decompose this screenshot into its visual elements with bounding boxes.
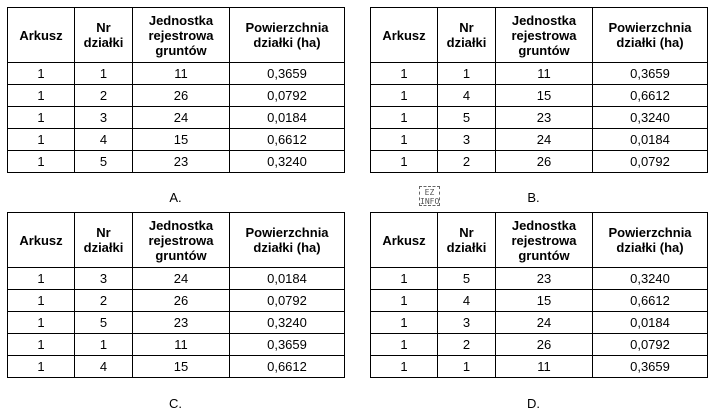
cell-nr: 5	[75, 151, 133, 173]
option-d-table	[370, 212, 708, 378]
cell-powierzchnia: 0,3240	[230, 312, 345, 334]
watermark-line-2: INFO	[420, 197, 440, 206]
header-powierzchnia: Powierzchnia działki (ha)	[593, 213, 708, 268]
header-arkusz: Arkusz	[8, 8, 75, 63]
cell-jednostka: 23	[496, 268, 593, 290]
cell-nr: 1	[438, 356, 496, 378]
table-row	[8, 85, 345, 107]
cell-arkusz: 1	[371, 290, 438, 312]
cell-arkusz: 1	[8, 268, 75, 290]
table-row	[8, 151, 345, 173]
cell-nr: 4	[75, 129, 133, 151]
cell-powierzchnia: 0,0184	[230, 107, 345, 129]
cell-powierzchnia: 0,3659	[230, 63, 345, 85]
cell-arkusz: 1	[371, 312, 438, 334]
cell-nr: 3	[75, 268, 133, 290]
table-row	[371, 268, 708, 290]
table-row	[8, 268, 345, 290]
option-d-table-panel	[370, 212, 707, 378]
cell-arkusz: 1	[8, 290, 75, 312]
cell-arkusz: 1	[8, 151, 75, 173]
cell-nr: 5	[438, 107, 496, 129]
cell-arkusz: 1	[371, 151, 438, 173]
table-row	[8, 312, 345, 334]
cell-arkusz: 1	[371, 63, 438, 85]
cell-arkusz: 1	[8, 129, 75, 151]
header-nr-dzialki: Nr działki	[438, 213, 496, 268]
cell-arkusz: 1	[371, 129, 438, 151]
cell-nr: 2	[75, 85, 133, 107]
cell-powierzchnia: 0,0792	[230, 290, 345, 312]
option-c-table	[7, 212, 345, 378]
cell-arkusz: 1	[371, 85, 438, 107]
cell-jednostka: 26	[496, 151, 593, 173]
table-row	[8, 290, 345, 312]
cell-powierzchnia: 0,6612	[230, 129, 345, 151]
table-row	[8, 129, 345, 151]
cell-jednostka: 11	[133, 63, 230, 85]
cell-powierzchnia: 0,6612	[593, 85, 708, 107]
cell-arkusz: 1	[371, 107, 438, 129]
cell-nr: 5	[438, 268, 496, 290]
header-arkusz: Arkusz	[8, 213, 75, 268]
cell-nr: 4	[438, 85, 496, 107]
table-row	[8, 107, 345, 129]
table-row	[371, 129, 708, 151]
table-row	[8, 334, 345, 356]
cell-jednostka: 26	[133, 290, 230, 312]
cell-nr: 3	[438, 129, 496, 151]
cell-powierzchnia: 0,0184	[593, 129, 708, 151]
cell-nr: 4	[75, 356, 133, 378]
header-arkusz: Arkusz	[371, 213, 438, 268]
cell-jednostka: 24	[133, 107, 230, 129]
table-header-row	[8, 8, 345, 63]
cell-nr: 1	[75, 334, 133, 356]
option-d-label: D.	[527, 396, 540, 411]
cell-jednostka: 24	[496, 312, 593, 334]
header-powierzchnia: Powierzchnia działki (ha)	[230, 8, 345, 63]
table-header-row	[371, 8, 708, 63]
option-c-table-panel	[7, 212, 344, 378]
cell-powierzchnia: 0,3240	[230, 151, 345, 173]
cell-powierzchnia: 0,0792	[593, 151, 708, 173]
cell-jednostka: 23	[133, 151, 230, 173]
cell-jednostka: 15	[133, 129, 230, 151]
cell-nr: 3	[438, 312, 496, 334]
cell-jednostka: 26	[133, 85, 230, 107]
cell-nr: 2	[75, 290, 133, 312]
cell-powierzchnia: 0,0792	[593, 334, 708, 356]
cell-jednostka: 23	[133, 312, 230, 334]
table-header-row	[8, 213, 345, 268]
cell-jednostka: 11	[496, 63, 593, 85]
cell-powierzchnia: 0,3240	[593, 107, 708, 129]
cell-nr: 5	[75, 312, 133, 334]
header-jednostka: Jednostka rejestrowa gruntów	[133, 8, 230, 63]
header-nr-dzialki: Nr działki	[75, 8, 133, 63]
header-powierzchnia: Powierzchnia działki (ha)	[230, 213, 345, 268]
cell-jednostka: 15	[496, 85, 593, 107]
table-row	[371, 85, 708, 107]
cell-nr: 1	[438, 63, 496, 85]
cell-jednostka: 11	[496, 356, 593, 378]
cell-jednostka: 15	[133, 356, 230, 378]
header-powierzchnia: Powierzchnia działki (ha)	[593, 8, 708, 63]
table-row	[8, 63, 345, 85]
watermark-line-1: EZ	[424, 188, 435, 197]
header-nr-dzialki: Nr działki	[75, 213, 133, 268]
table-row	[371, 63, 708, 85]
cell-arkusz: 1	[8, 85, 75, 107]
header-jednostka: Jednostka rejestrowa gruntów	[496, 213, 593, 268]
table-row	[371, 356, 708, 378]
table-row	[371, 312, 708, 334]
table-row	[371, 151, 708, 173]
header-nr-dzialki: Nr działki	[438, 8, 496, 63]
cell-nr: 4	[438, 290, 496, 312]
cell-jednostka: 24	[133, 268, 230, 290]
option-a-table	[7, 7, 345, 173]
cell-nr: 2	[438, 151, 496, 173]
cell-powierzchnia: 0,3240	[593, 268, 708, 290]
cell-arkusz: 1	[371, 334, 438, 356]
cell-jednostka: 11	[133, 334, 230, 356]
header-jednostka: Jednostka rejestrowa gruntów	[496, 8, 593, 63]
option-b-table-panel	[370, 7, 707, 173]
cell-powierzchnia: 0,6612	[230, 356, 345, 378]
header-arkusz: Arkusz	[371, 8, 438, 63]
option-c-label: C.	[169, 396, 182, 411]
option-a-table-panel	[7, 7, 344, 173]
cell-powierzchnia: 0,3659	[593, 356, 708, 378]
option-b-label: B.	[527, 190, 540, 205]
cell-nr: 2	[438, 334, 496, 356]
table-row	[371, 290, 708, 312]
option-a-label: A.	[169, 190, 182, 205]
cell-powierzchnia: 0,0184	[230, 268, 345, 290]
table-row	[371, 107, 708, 129]
cell-jednostka: 26	[496, 334, 593, 356]
cell-powierzchnia: 0,0184	[593, 312, 708, 334]
cell-jednostka: 23	[496, 107, 593, 129]
cell-jednostka: 15	[496, 290, 593, 312]
cell-nr: 1	[75, 63, 133, 85]
table-row	[371, 334, 708, 356]
header-jednostka: Jednostka rejestrowa gruntów	[133, 213, 230, 268]
cell-arkusz: 1	[371, 356, 438, 378]
cell-arkusz: 1	[371, 268, 438, 290]
cell-arkusz: 1	[8, 334, 75, 356]
cell-nr: 3	[75, 107, 133, 129]
table-header-row	[371, 213, 708, 268]
ez-info-watermark-logo	[419, 186, 440, 206]
cell-powierzchnia: 0,0792	[230, 85, 345, 107]
cell-powierzchnia: 0,3659	[230, 334, 345, 356]
cell-arkusz: 1	[8, 107, 75, 129]
cell-arkusz: 1	[8, 356, 75, 378]
cell-arkusz: 1	[8, 63, 75, 85]
cell-jednostka: 24	[496, 129, 593, 151]
cell-powierzchnia: 0,3659	[593, 63, 708, 85]
option-b-table	[370, 7, 708, 173]
cell-powierzchnia: 0,6612	[593, 290, 708, 312]
table-row	[8, 356, 345, 378]
cell-arkusz: 1	[8, 312, 75, 334]
